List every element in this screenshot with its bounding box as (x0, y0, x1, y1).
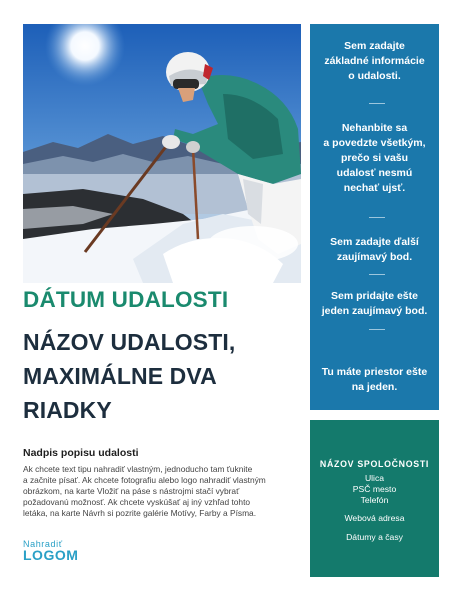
description-line: Ak chcete text tipu nahradiť vlastným, jednoducho tam ťuknite (23, 464, 253, 474)
sidebar-item-point-3: Sem pridajte ešte jeden zaujímavý bod. (321, 290, 428, 317)
company-info-box (310, 420, 439, 577)
description-body (23, 464, 298, 519)
event-photo (23, 24, 301, 283)
info-sidebar (310, 24, 439, 410)
logo-caption: Nahradiť (23, 539, 63, 549)
description-line: letáka, na karte Návrh si pozrite galérie Motívy, Farby a Písma. (23, 508, 257, 519)
event-title-line: MAXIMÁLNE DVA (23, 363, 217, 389)
sidebar-item-basic-info: Sem zadajte základné informácie o udalosti. (324, 40, 425, 82)
description-line: a začnite písať. Ak chcete fotografiu alebo logo nahradiť vlastným (23, 475, 266, 486)
company-city: PSČ mesto (352, 484, 397, 494)
description-line: obrázkom, na karte Vložiť na páse s nástrojmi stačí vybrať (23, 486, 240, 497)
company-phone: Telefón (360, 495, 389, 505)
sidebar-item-point-2: Sem zadajte ďalší zaujímavý bod. (330, 236, 419, 263)
description-line: požadovanú možnosť. Ak chcete vyskúšať aj iný vzhľad tohto (23, 497, 251, 508)
logo-placeholder (23, 539, 78, 563)
sidebar-item-point-4: Tu máte priestor ešte na jeden. (321, 366, 428, 393)
event-title (23, 325, 308, 427)
skier-photo (23, 24, 301, 283)
sidebar-divider (369, 103, 385, 104)
company-dates: Dátumy a časy (346, 532, 403, 542)
event-title-line: RIADKY (23, 397, 112, 423)
description-heading: Nadpis popisu udalosti (23, 447, 139, 459)
sidebar-divider (369, 329, 385, 330)
company-web: Webová adresa (344, 513, 405, 523)
event-date-title: DÁTUM UDALOSTI (23, 287, 229, 312)
company-street: Ulica (364, 473, 385, 483)
logo-text: LOGOM (23, 547, 79, 563)
sidebar-divider (369, 217, 385, 218)
sidebar-item-why-attend: Nehanbite sa a povedzte všetkým, prečo si vašu udalosť nesmú nechať ujsť. (323, 122, 426, 194)
event-title-line: NÁZOV UDALOSTI, (23, 329, 236, 355)
company-name: NÁZOV SPOLOČNOSTI (319, 459, 430, 469)
sidebar-divider (369, 274, 385, 275)
